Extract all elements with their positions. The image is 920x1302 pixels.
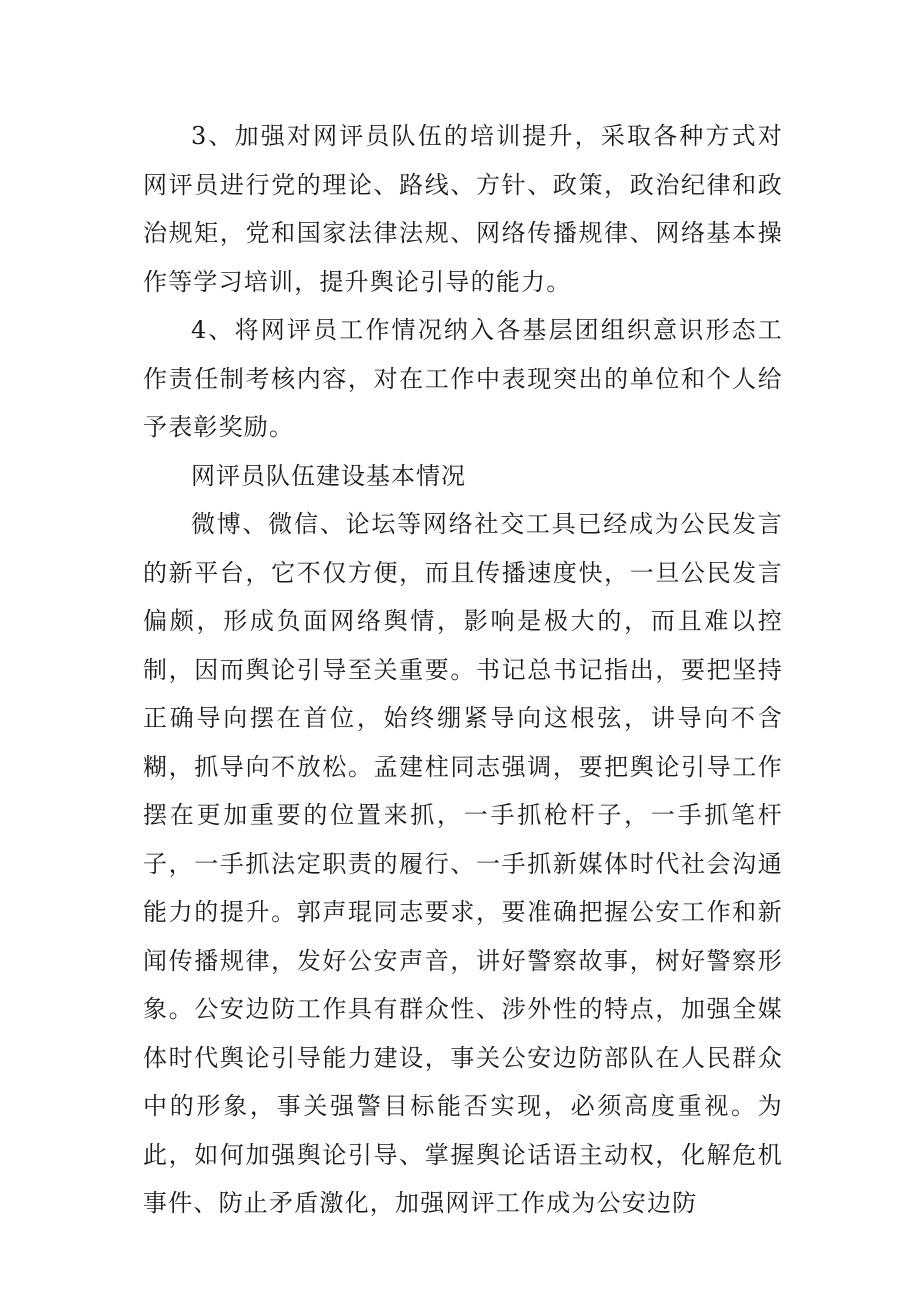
section-heading: 网评员队伍建设基本情况 xyxy=(191,461,466,490)
body-paragraph: 微博、微信、论坛等网络社交工具已经成为公民发言的新平台，它不仅方便，而且传播速度快，一旦公民发言偏颇，形成负面网络舆情，影响是极大的，而且难以控制，因而舆论引导至关重要。书记总书记指出，要把坚持正确导向摆在首位，始终绷紧导向这根弦，讲导向不含糊，抓导向不放松。孟建柱同志强调，要把舆论引导工作摆在更加重要的位置来抓，一手抓枪杆子，一手抓笔杆子，一手抓法定职责的履行、一手抓新媒体时代社会沟通能力的提升。郭声琨同志要求，要准确把握公安工作和新闻传播规律，发好公安声音，讲好警察故事，树好警察形象。公安边防工作具有群众性、涉外性的特点，加强全媒体时代舆论引导能力建设，事关公安边防部队在人民群众中的形象，事关强警目标能否实现，必须高度重视。为此，如何加强舆论引导、掌握舆论话语主动权，化解危机事件、防止矛盾激化，加强网评工作成为公安边防 xyxy=(143,510,783,1217)
paragraph-item-3-training: 3、加强对网评员队伍的培训提升，采取各种方式对网评员进行党的理论、路线、方针、政策，政治纪律和政治规矩，党和国家法律法规、网络传播规律、网络基本操作等学习培训，提升舆论引导的能力。 xyxy=(143,122,783,296)
paragraph-item-4-assessment: 4、将网评员工作情况纳入各基层团组织意识形态工作责任制考核内容，对在工作中表现突出的单位和个人给予表彰奖励。 xyxy=(143,316,783,441)
document-body xyxy=(143,112,783,1228)
